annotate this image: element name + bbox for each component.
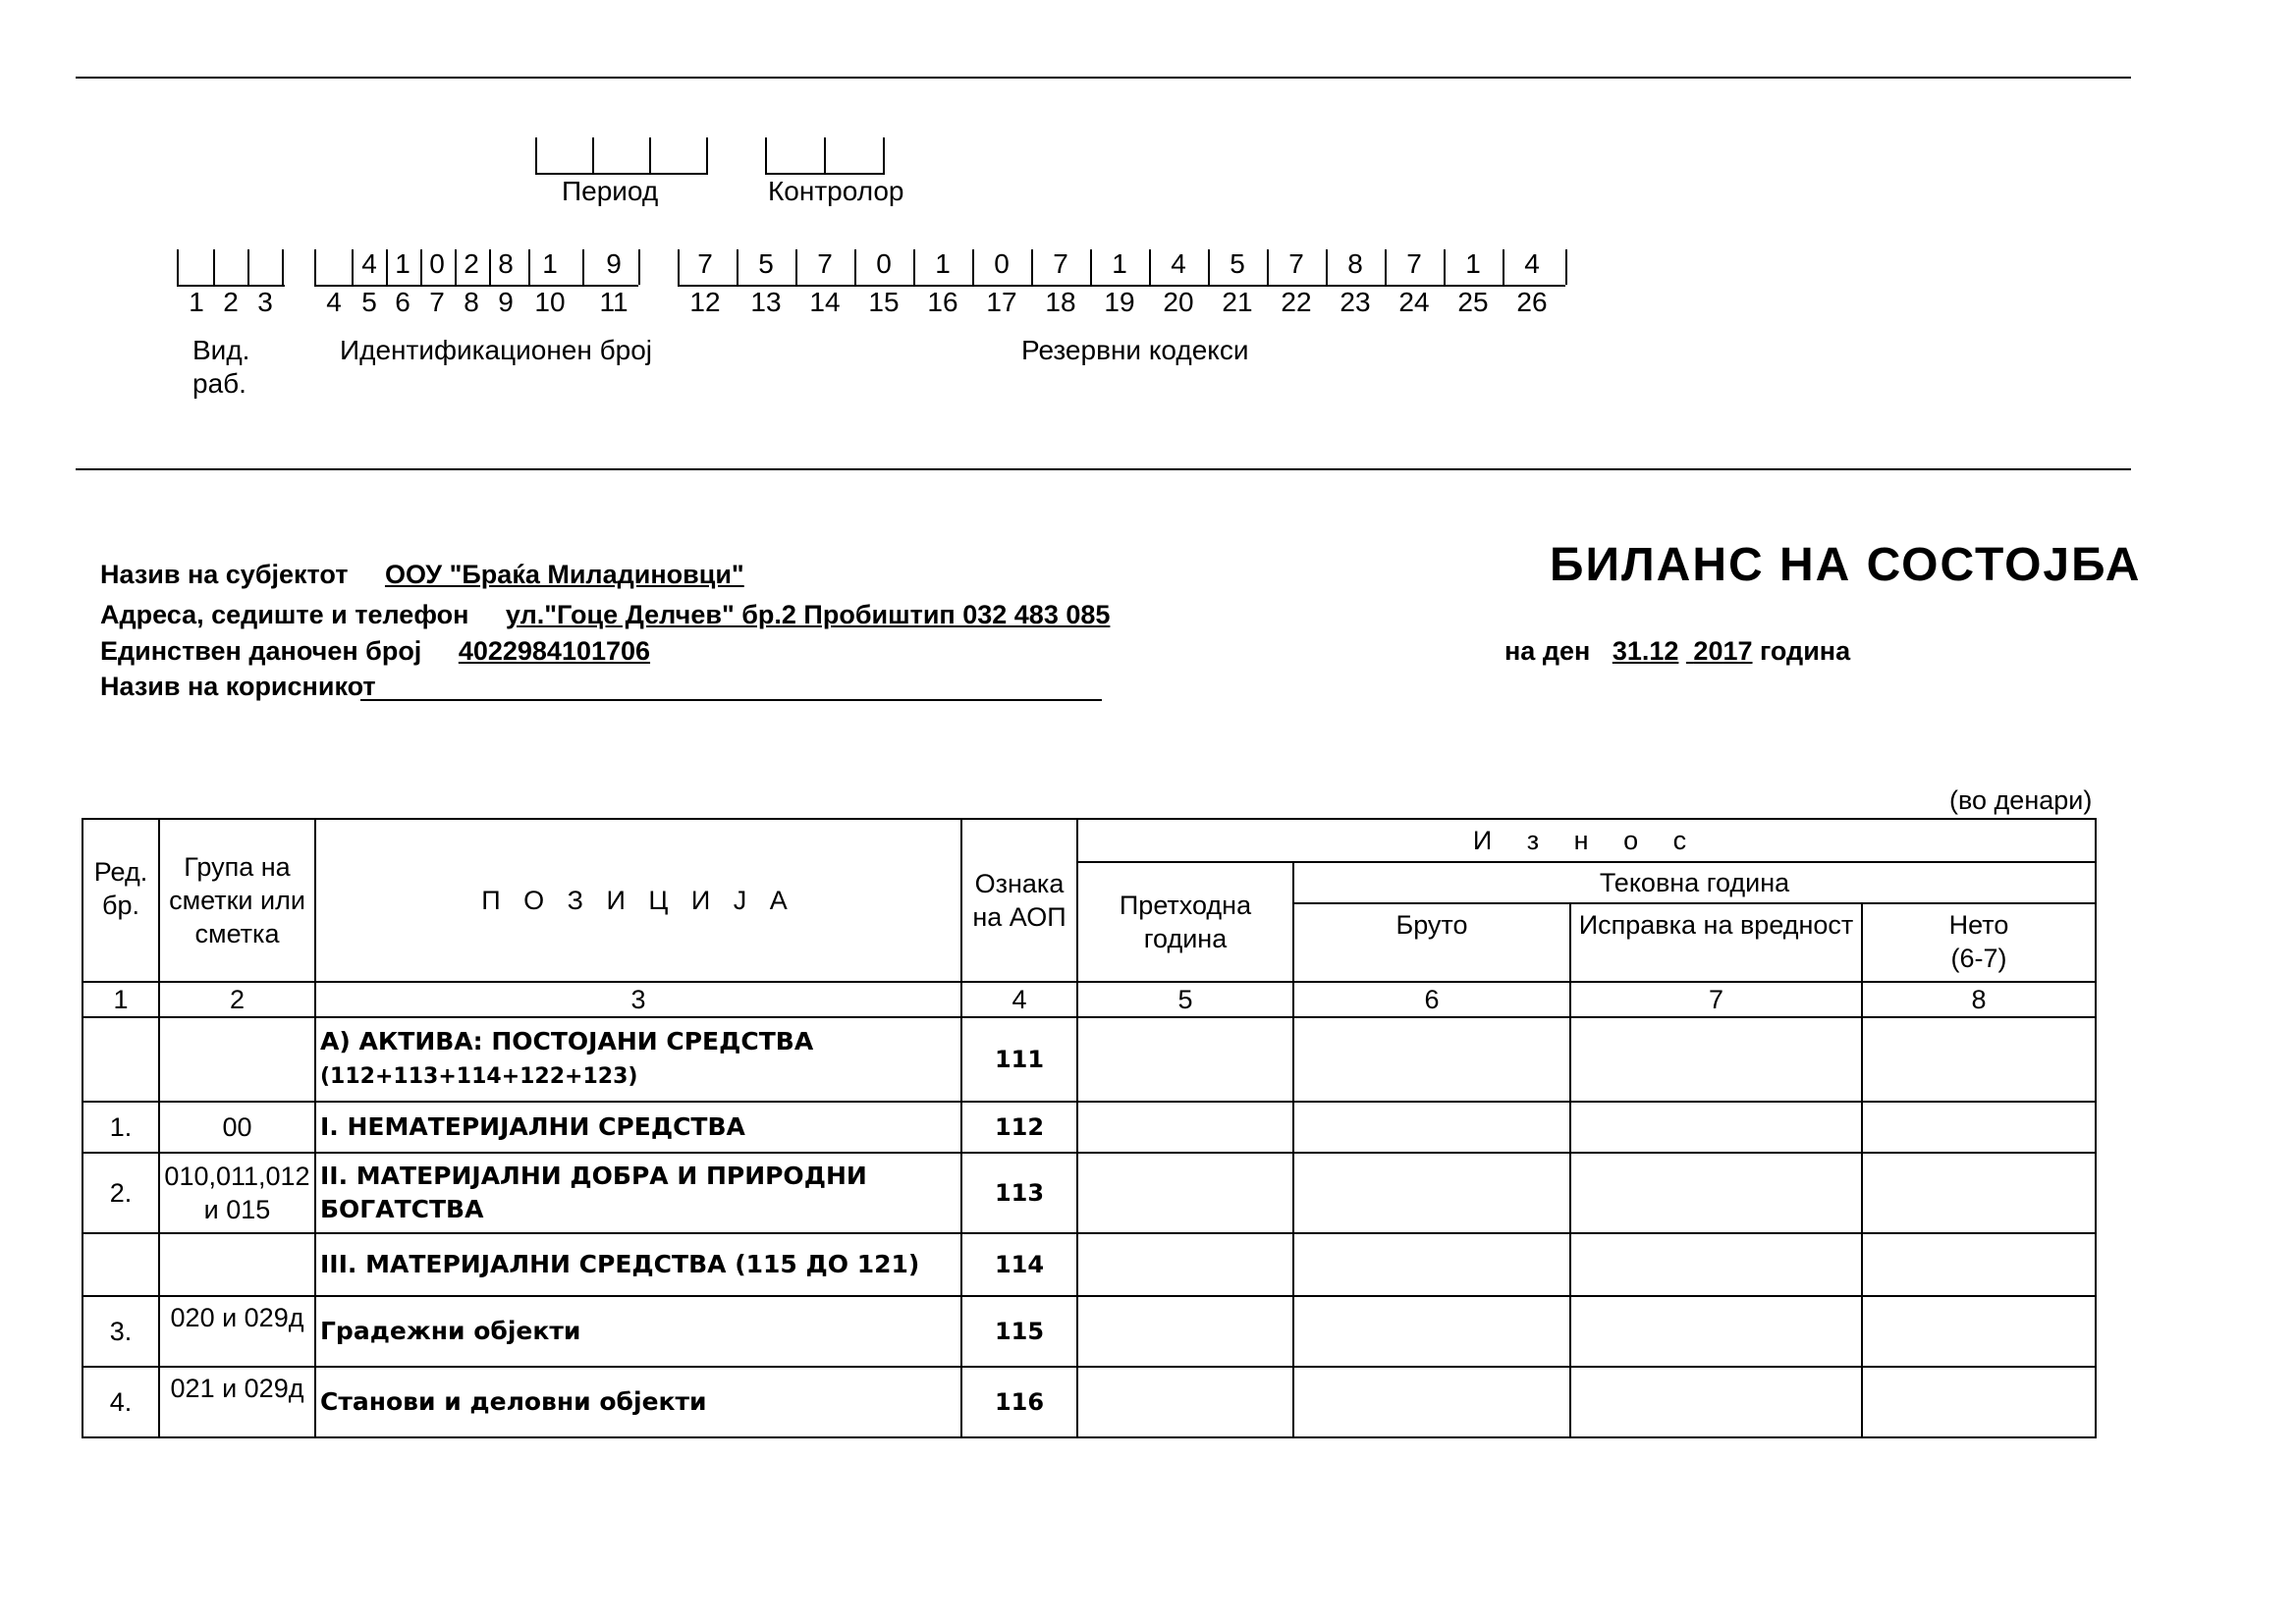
row-number	[82, 1017, 159, 1102]
code-box-divider	[489, 249, 491, 285]
table-row	[82, 1296, 2096, 1367]
code-column-number: 11	[599, 287, 629, 317]
id-label: Идентификационен број	[340, 335, 653, 365]
code-column-number: 23	[1339, 287, 1371, 317]
id-digit: 2	[464, 248, 479, 279]
code-column-number: 16	[927, 287, 958, 317]
code-column-number: 14	[809, 287, 841, 317]
row-aop: 114	[961, 1233, 1077, 1296]
code-column-number: 8	[464, 287, 479, 317]
date-year-prefix: 20	[1693, 636, 1723, 666]
code-box-divider	[528, 249, 530, 285]
row-account-group: 021 и 029д	[159, 1367, 315, 1437]
entity-address-row: Адреса, седиште и телефон ул."Гоце Делчев" бр.2 Пробиштип 032 483 085	[100, 600, 1111, 629]
top-rule	[76, 77, 2131, 79]
entity-address-value: ул."Гоце Делчев" бр.2 Пробиштип 032 483 085	[505, 600, 1111, 629]
column-number: 2	[159, 982, 315, 1017]
column-number: 3	[315, 982, 961, 1017]
entity-name-value: ООУ "Браќа Миладиновци"	[384, 560, 744, 589]
user-name-line[interactable]	[360, 699, 1102, 701]
code-column-number: 3	[257, 287, 273, 317]
reserve-digit: 0	[994, 248, 1010, 279]
code-column-number: 7	[429, 287, 445, 317]
header-position: П О З И Ц И Ј А	[315, 819, 961, 982]
amount-prev-year[interactable]	[1077, 1102, 1293, 1153]
reserve-digit: 7	[1288, 248, 1304, 279]
reserve-digit: 4	[1524, 248, 1540, 279]
document-title: БИЛАНС НА СОСТОЈБА	[1550, 539, 2142, 591]
amount-gross[interactable]	[1293, 1102, 1570, 1153]
code-column-number: 26	[1516, 287, 1548, 317]
code-box-divider	[386, 249, 388, 285]
code-box-divider	[795, 249, 797, 285]
header-aop: Ознака на АОП	[961, 819, 1077, 982]
id-digit: 1	[395, 248, 410, 279]
code-box-divider	[455, 249, 457, 285]
code-column-number: 17	[986, 287, 1017, 317]
row-number: 4.	[82, 1367, 159, 1437]
table-row	[82, 1367, 2096, 1437]
code-column-number: 5	[361, 287, 377, 317]
row-account-group	[159, 1233, 315, 1296]
code-box-divider	[1326, 249, 1328, 285]
column-number: 1	[82, 982, 159, 1017]
controller-label: Контролор	[768, 176, 904, 206]
id-digit: 4	[361, 248, 377, 279]
reserve-digit: 0	[876, 248, 892, 279]
amount-gross[interactable]	[1293, 1233, 1570, 1296]
amount-adjustment[interactable]	[1570, 1233, 1862, 1296]
row-aop: 116	[961, 1367, 1077, 1437]
header-adjustment: Исправка на вредност	[1570, 903, 1862, 982]
code-box-divider	[314, 249, 316, 285]
code-box-divider	[678, 249, 680, 285]
controller-boxes[interactable]	[765, 134, 885, 175]
code-column-number: 13	[750, 287, 782, 317]
code-column-number: 21	[1222, 287, 1253, 317]
code-column-number: 20	[1163, 287, 1194, 317]
code-box-divider	[913, 249, 915, 285]
row-account-group: 00	[159, 1102, 315, 1153]
code-box-divider	[972, 249, 974, 285]
row-aop: 115	[961, 1296, 1077, 1367]
row-position: III. МАТЕРИЈАЛНИ СРЕДСТВА (115 ДО 121)	[315, 1233, 961, 1296]
row-aop: 112	[961, 1102, 1077, 1153]
row-position: I. НЕМАТЕРИЈАЛНИ СРЕДСТВА	[315, 1102, 961, 1153]
date-year-suffix: 17	[1722, 636, 1753, 666]
id-digit: 8	[498, 248, 514, 279]
reserve-digit: 1	[1112, 248, 1127, 279]
id-digit: 0	[429, 248, 445, 279]
row-account-group	[159, 1017, 315, 1102]
code-box-divider	[177, 249, 179, 285]
amount-gross[interactable]	[1293, 1017, 1570, 1102]
header-red-br: Ред. бр.	[82, 819, 159, 982]
amount-prev-year[interactable]	[1077, 1153, 1293, 1233]
middle-rule	[76, 468, 2131, 470]
entity-tax-row: Единствен даночен број 4022984101706	[100, 636, 651, 666]
amount-prev-year[interactable]	[1077, 1017, 1293, 1102]
amount-gross[interactable]	[1293, 1296, 1570, 1367]
period-label: Период	[562, 176, 659, 206]
amount-adjustment[interactable]	[1570, 1017, 1862, 1102]
code-column-number: 6	[395, 287, 410, 317]
header-group: Група на сметки или сметка	[159, 819, 315, 982]
row-number: 1.	[82, 1102, 159, 1153]
code-box-divider	[1385, 249, 1387, 285]
column-number: 8	[1862, 982, 2096, 1017]
code-box-divider	[247, 249, 249, 285]
code-column-number: 4	[326, 287, 342, 317]
amount-prev-year[interactable]	[1077, 1367, 1293, 1437]
header-current-year: Тековна година	[1293, 862, 2096, 903]
header-gross: Бруто	[1293, 903, 1570, 982]
amount-adjustment[interactable]	[1570, 1102, 1862, 1153]
amount-gross[interactable]	[1293, 1153, 1570, 1233]
code-box-group[interactable]	[177, 245, 285, 287]
amount-net[interactable]	[1862, 1102, 2096, 1153]
id-digit: 9	[606, 248, 622, 279]
amount-prev-year[interactable]	[1077, 1296, 1293, 1367]
amount-adjustment[interactable]	[1570, 1367, 1862, 1437]
amount-prev-year[interactable]	[1077, 1233, 1293, 1296]
table-row	[82, 1017, 2096, 1102]
column-number: 5	[1077, 982, 1293, 1017]
amount-gross[interactable]	[1293, 1367, 1570, 1437]
code-column-number: 18	[1045, 287, 1076, 317]
code-column-number: 15	[868, 287, 900, 317]
code-box-divider	[282, 249, 284, 285]
code-box-divider	[1149, 249, 1151, 285]
amount-net[interactable]	[1862, 1367, 2096, 1437]
code-column-number: 2	[223, 287, 239, 317]
code-column-number: 22	[1281, 287, 1312, 317]
entity-tax-value: 4022984101706	[458, 636, 651, 666]
reserve-digit: 4	[1171, 248, 1186, 279]
row-position: Градежни објекти	[315, 1296, 961, 1367]
code-box-divider	[352, 249, 354, 285]
entity-user-row: Назив на корисникот	[100, 672, 376, 701]
reserve-digit: 5	[758, 248, 774, 279]
row-position: II. МАТЕРИЈАЛНИ ДОБРА И ПРИРОДНИ БОГАТСТВА	[315, 1153, 961, 1233]
unit-note: (во денари)	[1949, 785, 2093, 815]
code-box-divider	[582, 249, 584, 285]
code-column-number: 25	[1457, 287, 1489, 317]
row-account-group: 010,011,012 и 015	[159, 1153, 315, 1233]
code-box-divider	[1208, 249, 1210, 285]
amount-net[interactable]	[1862, 1153, 2096, 1233]
code-box-divider	[420, 249, 422, 285]
reserve-digit: 1	[935, 248, 951, 279]
reserve-label: Резервни кодекси	[1021, 335, 1249, 365]
row-position: А) АКТИВА: ПОСТОЈАНИ СРЕДСТВА (112+113+114+122+123)	[315, 1017, 961, 1102]
reserve-digit: 8	[1347, 248, 1363, 279]
document-date: на ден 31.12 2017 година	[1504, 636, 1851, 666]
vid-label: Вид. раб.	[192, 335, 250, 399]
amount-net[interactable]	[1862, 1296, 2096, 1367]
row-number	[82, 1233, 159, 1296]
reserve-digit: 7	[1053, 248, 1068, 279]
row-number: 3.	[82, 1296, 159, 1367]
code-box-divider	[854, 249, 856, 285]
row-aop: 111	[961, 1017, 1077, 1102]
table-row	[82, 1102, 2096, 1153]
code-box-divider	[1565, 249, 1567, 285]
row-aop: 113	[961, 1153, 1077, 1233]
reserve-digit: 5	[1230, 248, 1245, 279]
code-box-divider	[638, 249, 640, 285]
code-box-divider	[1444, 249, 1446, 285]
period-boxes[interactable]	[535, 134, 708, 175]
reserve-digit: 1	[1465, 248, 1481, 279]
code-box-divider	[213, 249, 215, 285]
column-number: 4	[961, 982, 1077, 1017]
code-box-divider	[1031, 249, 1033, 285]
code-column-number: 1	[189, 287, 204, 317]
balance-table	[82, 818, 2097, 1438]
code-column-number: 10	[534, 287, 566, 317]
table-row	[82, 1233, 2096, 1296]
entity-name-row: Назив на субјектот ООУ "Браќа Миладиновци"	[100, 560, 744, 589]
reserve-digit: 7	[697, 248, 713, 279]
code-box-divider	[737, 249, 738, 285]
header-prev-year: Претходна година	[1077, 862, 1293, 982]
code-column-number: 12	[689, 287, 721, 317]
row-account-group: 020 и 029д	[159, 1296, 315, 1367]
date-day: 31.12	[1612, 636, 1679, 666]
row-position: Станови и деловни објекти	[315, 1367, 961, 1437]
code-column-number: 19	[1104, 287, 1135, 317]
reserve-digit: 7	[817, 248, 833, 279]
code-box-divider	[1090, 249, 1092, 285]
code-box-divider	[1503, 249, 1504, 285]
amount-adjustment[interactable]	[1570, 1153, 1862, 1233]
amount-net[interactable]	[1862, 1017, 2096, 1102]
header-net: Нето (6-7)	[1862, 903, 2096, 982]
column-number: 6	[1293, 982, 1570, 1017]
amount-adjustment[interactable]	[1570, 1296, 1862, 1367]
code-column-number: 24	[1398, 287, 1430, 317]
header-amount: И з н о с	[1077, 819, 2096, 862]
code-column-number: 9	[498, 287, 514, 317]
table-row	[82, 1153, 2096, 1233]
amount-net[interactable]	[1862, 1233, 2096, 1296]
code-box-divider	[1267, 249, 1269, 285]
column-number: 7	[1570, 982, 1862, 1017]
reserve-digit: 7	[1406, 248, 1422, 279]
column-number-row	[82, 982, 2096, 1017]
id-digit: 1	[542, 248, 558, 279]
row-number: 2.	[82, 1153, 159, 1233]
